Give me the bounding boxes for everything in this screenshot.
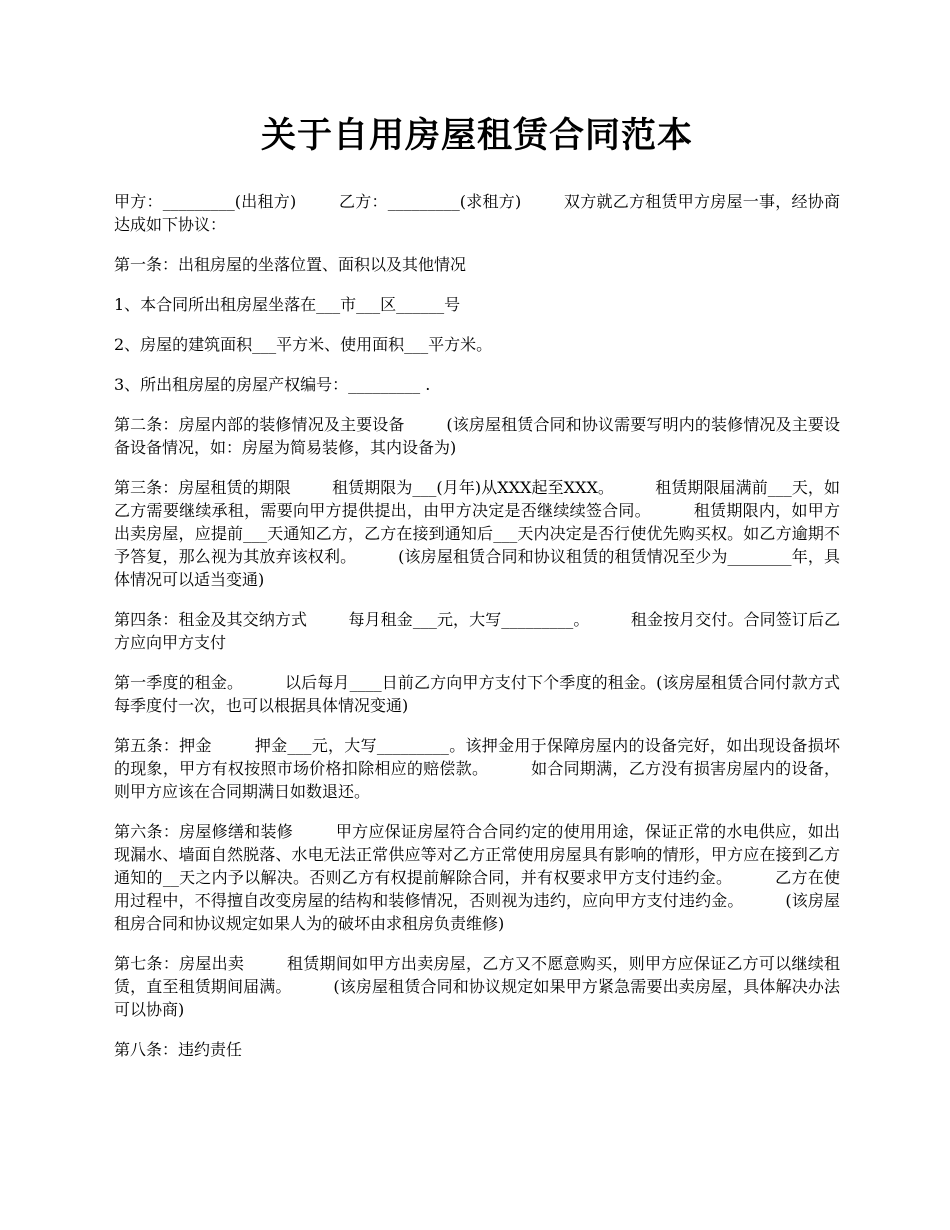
paragraph-article-1-item-2: 2、房屋的建筑面积___平方米、使用面积___平方米。	[114, 335, 493, 354]
paragraph-article-4: 第四条：租金及其交纳方式 每月租金___元，大写_________。 租金按月交付。合同签订后乙方应向甲方支付	[114, 610, 840, 652]
paragraph-article-2: 第二条：房屋内部的装修情况及主要设备 (该房屋租赁合同和协议需要写明内的装修情况及主要设备设备情况，如：房屋为简易装修，其内设备为)	[114, 415, 840, 457]
paragraph-article-6: 第六条：房屋修缮和装修 甲方应保证房屋符合合同约定的使用用途，保证正常的水电供应，如出现漏水、墙面自然脱落、水电无法正常供应等对乙方正常使用房屋具有影响的情形，甲方应在接到乙方通知的__天之内予以解决。否则乙方有权提前解除合同，并有权要求甲方支付违约金。 乙方在使用过程中，不得擅自改变房屋的结构和装修情况，否则视为违约，应向甲方支付违约金。 (该房屋租房合同和协议规定如果人为的破坏由求租房负责维修)	[114, 822, 840, 933]
document-page	[114, 108, 840, 1078]
paragraph-article-1-item-1: 1、本合同所出租房屋坐落在___市___区______号	[114, 295, 461, 314]
paragraph-article-1: 第一条：出租房屋的坐落位置、面积以及其他情况	[114, 255, 467, 274]
paragraph-article-4-continued: 第一季度的租金。 以后每月____日前乙方向甲方支付下个季度的租金。(该房屋租赁合同付款方式每季度付一次，也可以根据具体情况变通)	[114, 673, 840, 715]
document-title: 关于自用房屋租赁合同范本	[260, 115, 693, 156]
paragraph-article-8: 第八条：违约责任	[114, 1040, 243, 1059]
paragraph-article-5: 第五条：押金 押金___元，大写_________。该押金用于保障房屋内的设备完好，如出现设备损坏的现象，甲方有权按照市场价格扣除相应的赔偿款。 如合同期满，乙方没有损害房屋内的设备，则甲方应该在合同期满日如数退还。	[114, 736, 840, 801]
paragraph-article-3: 第三条：房屋租赁的期限 租赁期限为___(月年)从XXX起至XXX。 租赁期限届满前___天，如乙方需要继续承租，需要向甲方提供提出，由甲方决定是否继续续签合同。 租赁期限内，如甲方出卖房屋，应提前___天通知乙方，乙方在接到通知后___天内决定是否行使优先购买权。如乙方逾期不予答复，那么视为其放弃该权利。 (该房屋租赁合同和协议租赁的租赁情况至少为________年，具体情况可以适当变通)	[114, 478, 840, 589]
paragraph-article-1-item-3: 3、所出租房屋的房屋产权编号：_________ .	[114, 375, 431, 394]
paragraph-article-7: 第七条：房屋出卖 租赁期间如甲方出卖房屋，乙方又不愿意购买，则甲方应保证乙方可以继续租赁，直至租赁期间届满。 (该房屋租赁合同和协议规定如果甲方紧急需要出卖房屋，具体解决办法可以协商)	[114, 954, 840, 1019]
paragraph-parties: 甲方：_________(出租方) 乙方：_________(求租方) 双方就乙方租赁甲方房屋一事，经协商达成如下协议：	[114, 192, 840, 234]
